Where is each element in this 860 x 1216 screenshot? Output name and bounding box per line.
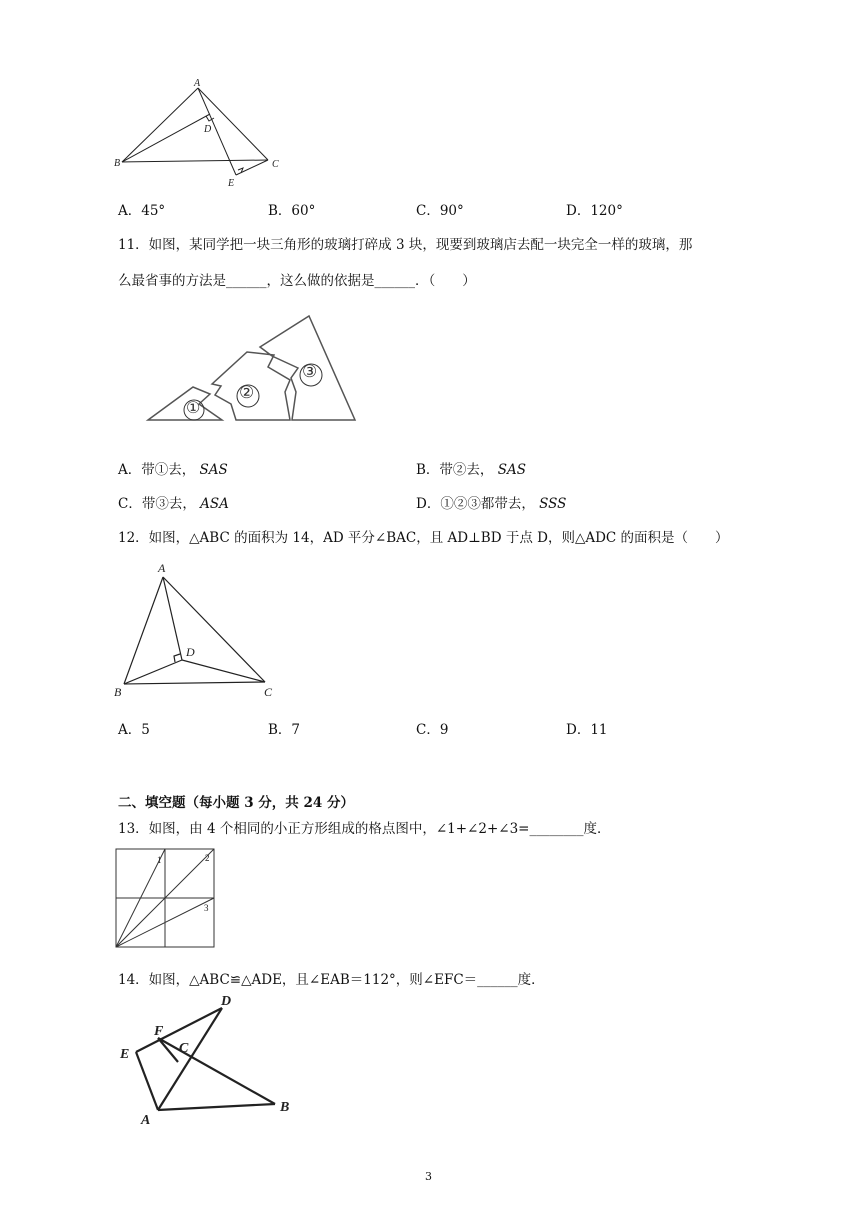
label-c: C [179,1041,189,1056]
q13-text: 13．如图，由 4 个相同的小正方形组成的格点图中，∠1+∠2+∠3=________度． [118,821,611,837]
piece-2-label: ② [239,383,255,403]
q12-option-d: D．11 [566,722,608,738]
segment-fb [158,1038,275,1104]
label-a: A [141,1113,151,1128]
angle-label-2: 2 [205,853,210,863]
label-c: C [272,159,279,170]
q11-option-a-prefix: A．带①去， [118,462,196,478]
label-a: A [194,78,201,89]
q11-option-c-criterion: ASA [200,496,229,512]
label-b: B [280,1100,290,1115]
label-e: E [228,178,235,189]
label-d: D [221,994,232,1009]
segment-fc [158,1038,178,1062]
q10-option-a: A．45° [118,203,166,219]
q10-option-b: B．60° [268,203,316,219]
q11-option-d-prefix: D．①②③都带去， [416,496,535,512]
piece-3-label: ③ [302,362,318,382]
q11-option-a-criterion: SAS [199,462,228,478]
segment-ab [158,1104,275,1110]
label-b: B [114,158,121,169]
piece-1-label: ① [186,398,201,417]
segment-ea [136,1052,158,1110]
q10-option-c: C．90° [416,203,464,219]
page-number: 3 [425,1170,432,1183]
q11-option-b-criterion: SAS [497,462,526,478]
label-c: C [264,685,273,699]
q10-option-d: D．120° [566,203,623,219]
label-a: A [158,561,166,575]
q14-text: 14．如图，△ABC≌△ADE，且∠EAB＝112°，则∠EFC＝______度． [118,972,545,988]
q11-text-line2: 么最省事的方法是______，这么做的依据是______．（ ） [118,273,476,289]
angle-label-3: 3 [204,903,209,913]
label-d: D [204,124,212,135]
q11-option-d-criterion: SSS [539,496,567,512]
label-e: E [120,1047,130,1062]
section-2-title: 二、填空题（每小题 3 分，共 24 分） [118,795,354,811]
angle-label-1: 1 [157,855,162,865]
q12-option-b: B．7 [268,722,301,738]
q11-text-line1: 11．如图，某同学把一块三角形的玻璃打碎成 3 块，现要到玻璃店去配一块完全一样的玻璃，那 [118,237,693,253]
q11-option-b-prefix: B．带②去， [416,462,494,478]
label-f: F [154,1024,164,1039]
q12-option-a: A．5 [118,722,150,738]
q11-option-c-prefix: C．带③去， [118,496,196,512]
q12-text: 12．如图，△ABC 的面积为 14，AD 平分∠BAC，且 AD⊥BD 于点 D，则△ADC 的面积是（ ） [118,530,729,546]
q12-option-c: C．9 [416,722,449,738]
label-b: B [114,685,122,699]
label-d: D [186,645,195,659]
